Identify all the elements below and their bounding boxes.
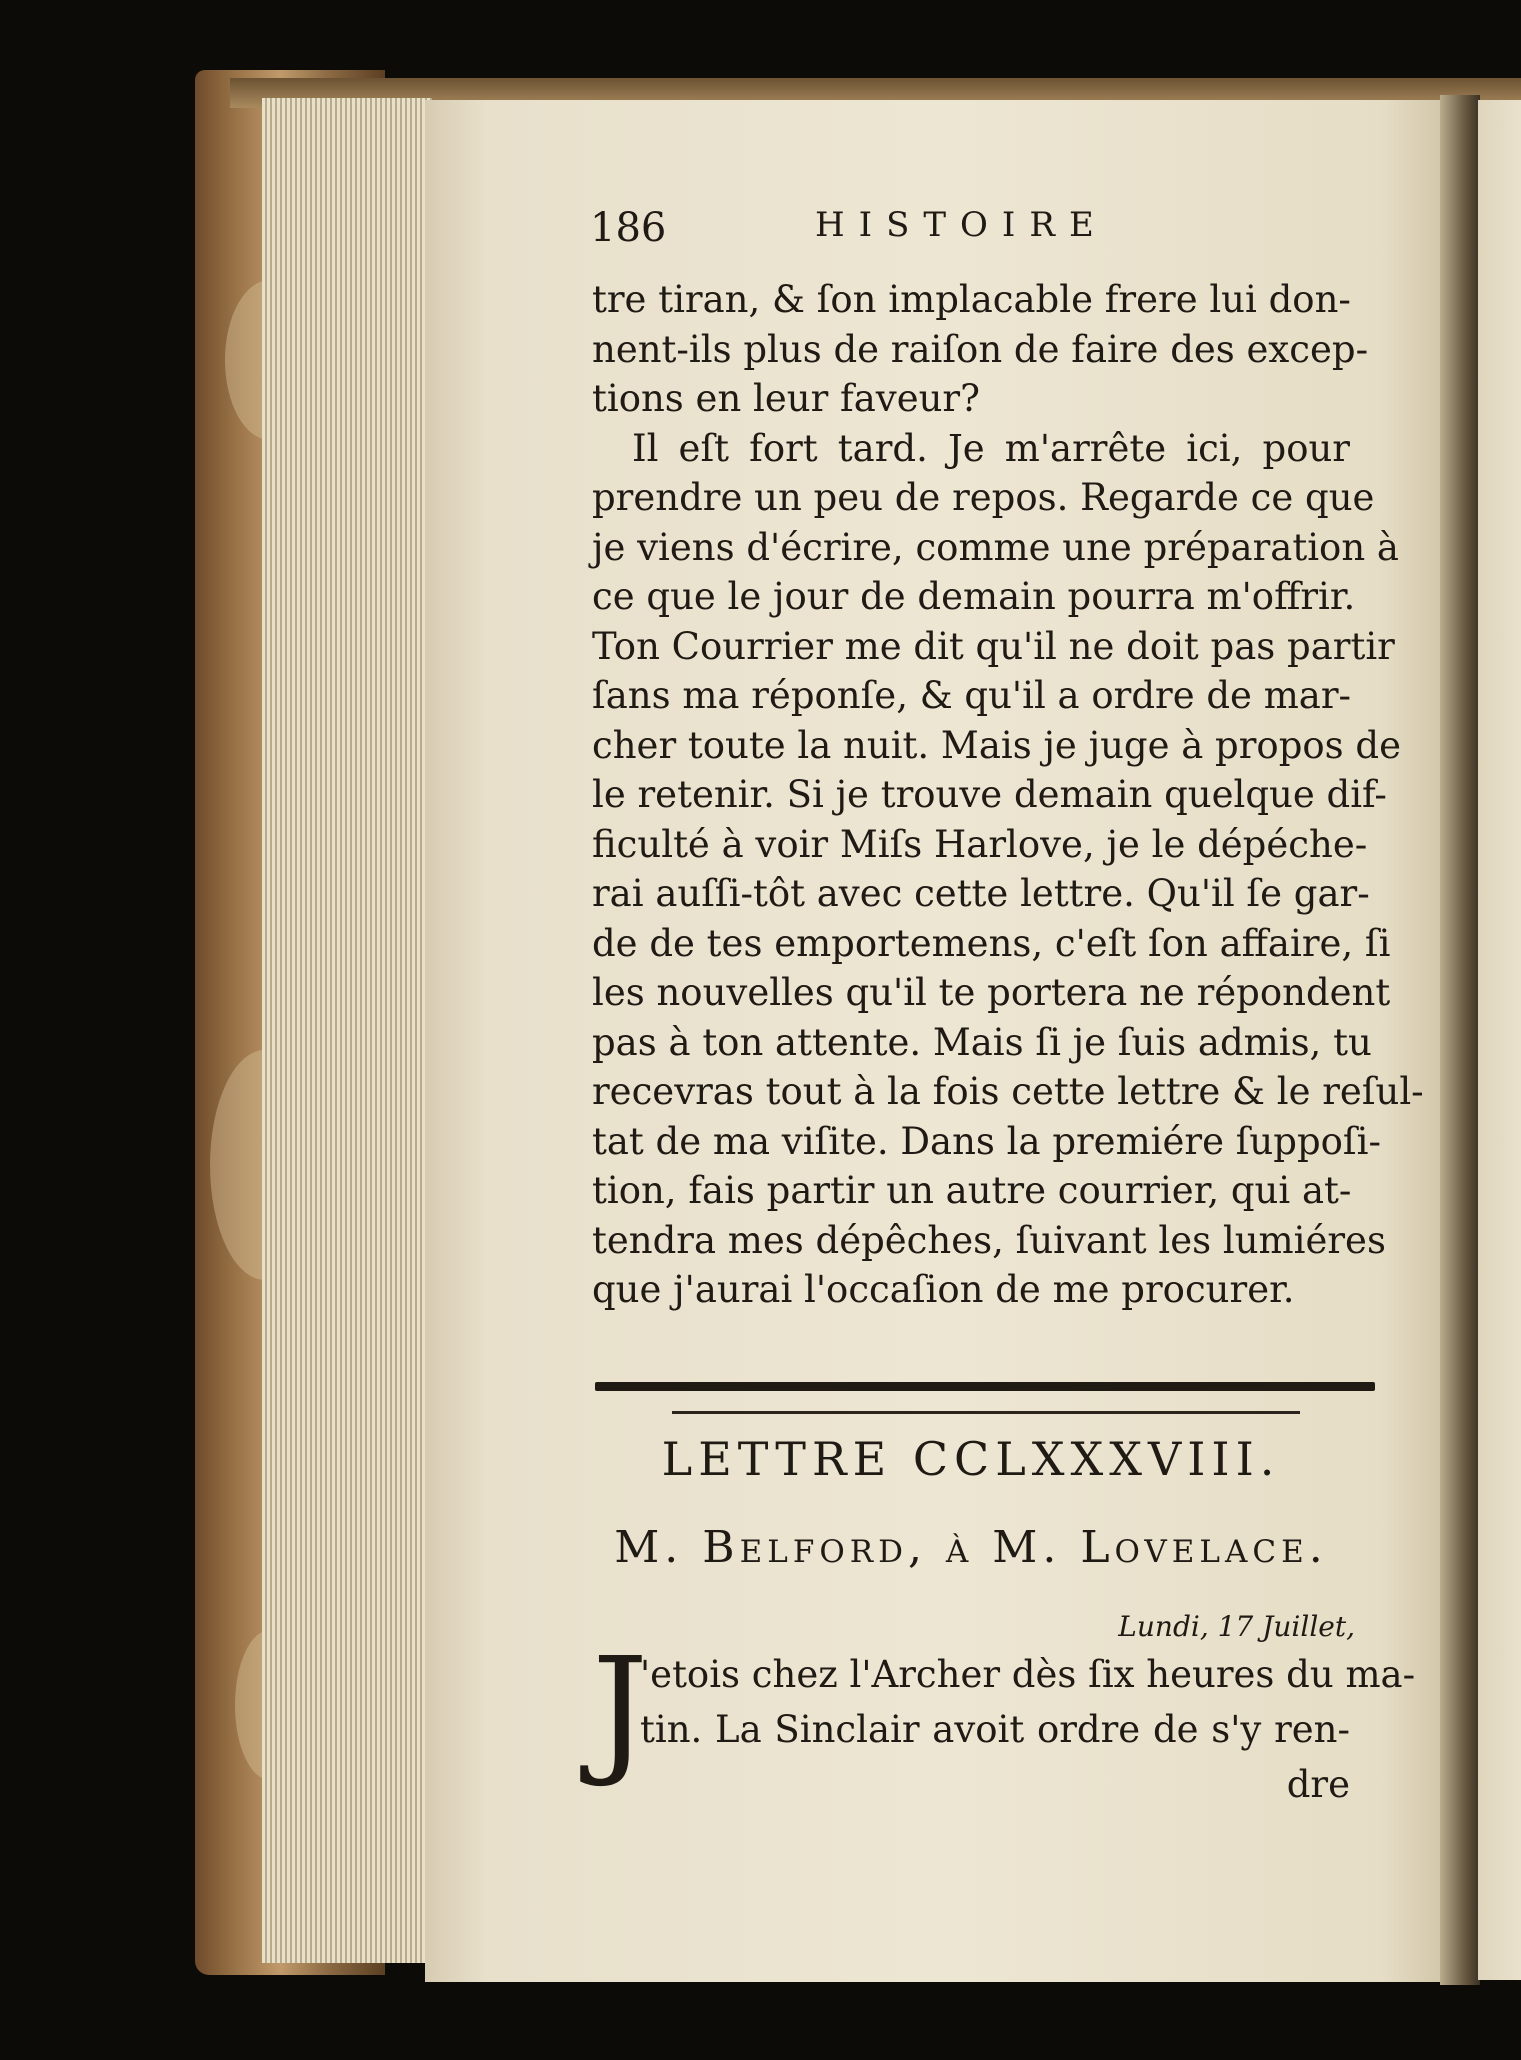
drop-cap: J <box>592 1628 649 1791</box>
letter-text-line: 'etois chez l'Archer dès ſix heures du ma- <box>640 1653 1416 1696</box>
section-rule-thick <box>595 1382 1375 1391</box>
text-line: de de tes emportemens, c'eſt ſon affaire, ſi <box>592 922 1391 965</box>
text-line: pas à ton attente. Mais ſi je ſuis admis, tu <box>592 1021 1372 1064</box>
text-line: ficulté à voir Miſs Harlove, je le dépéche- <box>592 823 1368 866</box>
text-line: tions en leur faveur? <box>592 377 980 420</box>
text-line: que j'aurai l'occaſion de me procurer. <box>592 1268 1295 1311</box>
text-line: tat de ma viſite. Dans la premiére ſuppoſi- <box>592 1120 1381 1163</box>
text-line: recevras tout à la fois cette lettre & le reſul- <box>592 1070 1424 1113</box>
section-rule-thin <box>672 1411 1300 1414</box>
text-line: prendre un peu de repos. Regarde ce que <box>592 476 1375 519</box>
letter-salutation: M. Belford, à M. Lovelace. <box>614 1522 1328 1573</box>
text-line: nent-ils plus de raiſon de faire des excep- <box>592 328 1369 371</box>
text-line: Ton Courrier me dit qu'il ne doit pas partir <box>592 625 1395 668</box>
text-line: les nouvelles qu'il te portera ne répondent <box>592 971 1391 1014</box>
text-line: ſans ma réponſe, & qu'il a ordre de mar- <box>592 674 1352 717</box>
text-line: le retenir. Si je trouve demain quelque dif- <box>592 773 1387 816</box>
letter-date: Lundi, 17 Juillet, <box>1118 1610 1355 1643</box>
text-line: tion, fais partir un autre courrier, qui at- <box>592 1169 1352 1212</box>
text-line: cher toute la nuit. Mais je juge à propos de <box>592 724 1401 767</box>
text-line: ce que le jour de demain pourra m'offrir. <box>592 575 1356 618</box>
text-line: tre tiran, & ſon implacable frere lui don- <box>592 278 1351 321</box>
letter-title: LETTRE CCLXXXVIII. <box>661 1432 1281 1486</box>
letter-text-line: dre <box>1286 1763 1350 1806</box>
page-number: 186 <box>590 205 667 251</box>
text-line: rai auſſi-tôt avec cette lettre. Qu'il ſe gar- <box>592 872 1370 915</box>
text-line: je viens d'écrire, comme une préparation à <box>592 526 1399 569</box>
text-line: tendra mes dépêches, ſuivant les lumiéres <box>592 1219 1386 1262</box>
letter-text-line: tin. La Sinclair avoit ordre de s'y ren- <box>640 1708 1350 1751</box>
running-head: HISTOIRE <box>815 205 1108 245</box>
text-line: Il eſt fort tard. Je m'arrête ici, pour <box>632 427 1350 470</box>
